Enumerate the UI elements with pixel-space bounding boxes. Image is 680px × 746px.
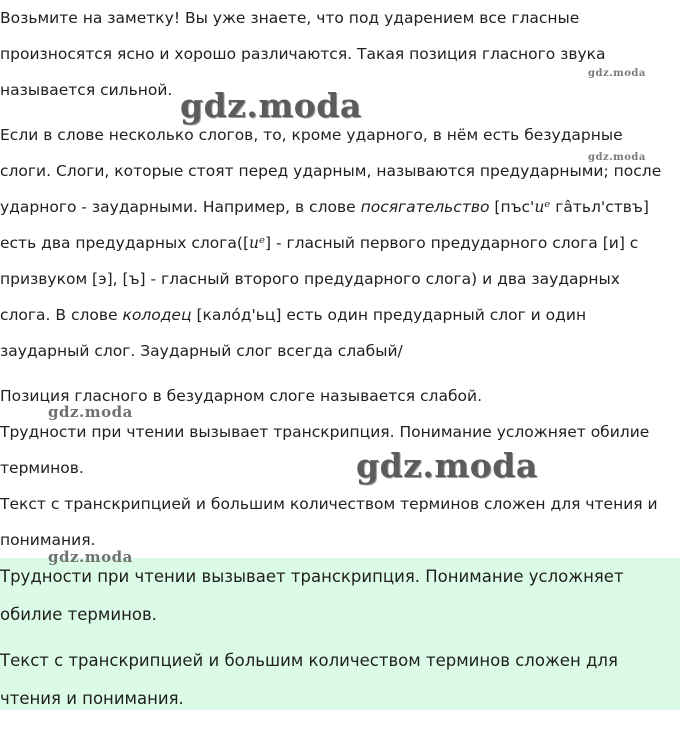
paragraph-text: [пъс' — [489, 198, 535, 216]
transcription-symbol: иᵉ — [534, 198, 551, 216]
transcription-symbol: иᵉ — [249, 234, 265, 252]
watermark: gdz.moda — [48, 548, 133, 566]
paragraph-text: гâтьл'ствъ] есть два предударных слога([ — [0, 198, 649, 252]
paragraph-intro: Возьмите на заметку! Вы уже знаете, что под ударением все гласные произносятся ясно и хорошо различаются. Такая позиция гласного звука называется сильной. — [0, 9, 606, 99]
paragraph-weak-position: Позиция гласного в безударном слоге называется слабой. — [0, 387, 483, 405]
example-word: колодец — [122, 306, 192, 324]
watermark: gdz.moda — [180, 86, 362, 125]
watermark: gdz.moda — [356, 446, 538, 485]
paragraph-conclusion: Текст с транскрипцией и большим количеством терминов сложен для чтения и понимания. — [0, 495, 658, 549]
paragraph-text: Если в слове несколько слогов, то, кроме ударного, в нём есть безударные слоги. Слоги, которые стоят перед ударным, называются предударными; после ударного - заударными. Например, в слове — [0, 126, 662, 216]
answer-box — [0, 558, 680, 710]
paragraph-difficulties: Трудности при чтении вызывает транскрипция. Понимание усложняет обилие терминов. — [0, 423, 650, 477]
answer-line-2: Текст с транскрипцией и большим количеством терминов сложен для чтения и понимания. — [0, 651, 618, 708]
answer-line-1: Трудности при чтении вызывает транскрипция. Понимание усложняет обилие терминов. — [0, 567, 624, 624]
watermark: gdz.moda — [48, 403, 133, 421]
example-word: посягательство — [360, 198, 490, 216]
paragraph-text: ] - гласный первого предударного слога [и] с призвуком [э], [ъ] - гласный второго предударного слога) и два заударных слога. В слове — [0, 234, 639, 324]
watermark: gdz.moda — [588, 152, 646, 163]
paragraph-unstressed-syllables — [0, 117, 672, 369]
watermark: gdz.moda — [588, 68, 646, 79]
paragraph-text: [калóд'ьц] есть один предударный слог и один заударный слог. Заударный слог всегда слабый/ — [0, 306, 587, 360]
